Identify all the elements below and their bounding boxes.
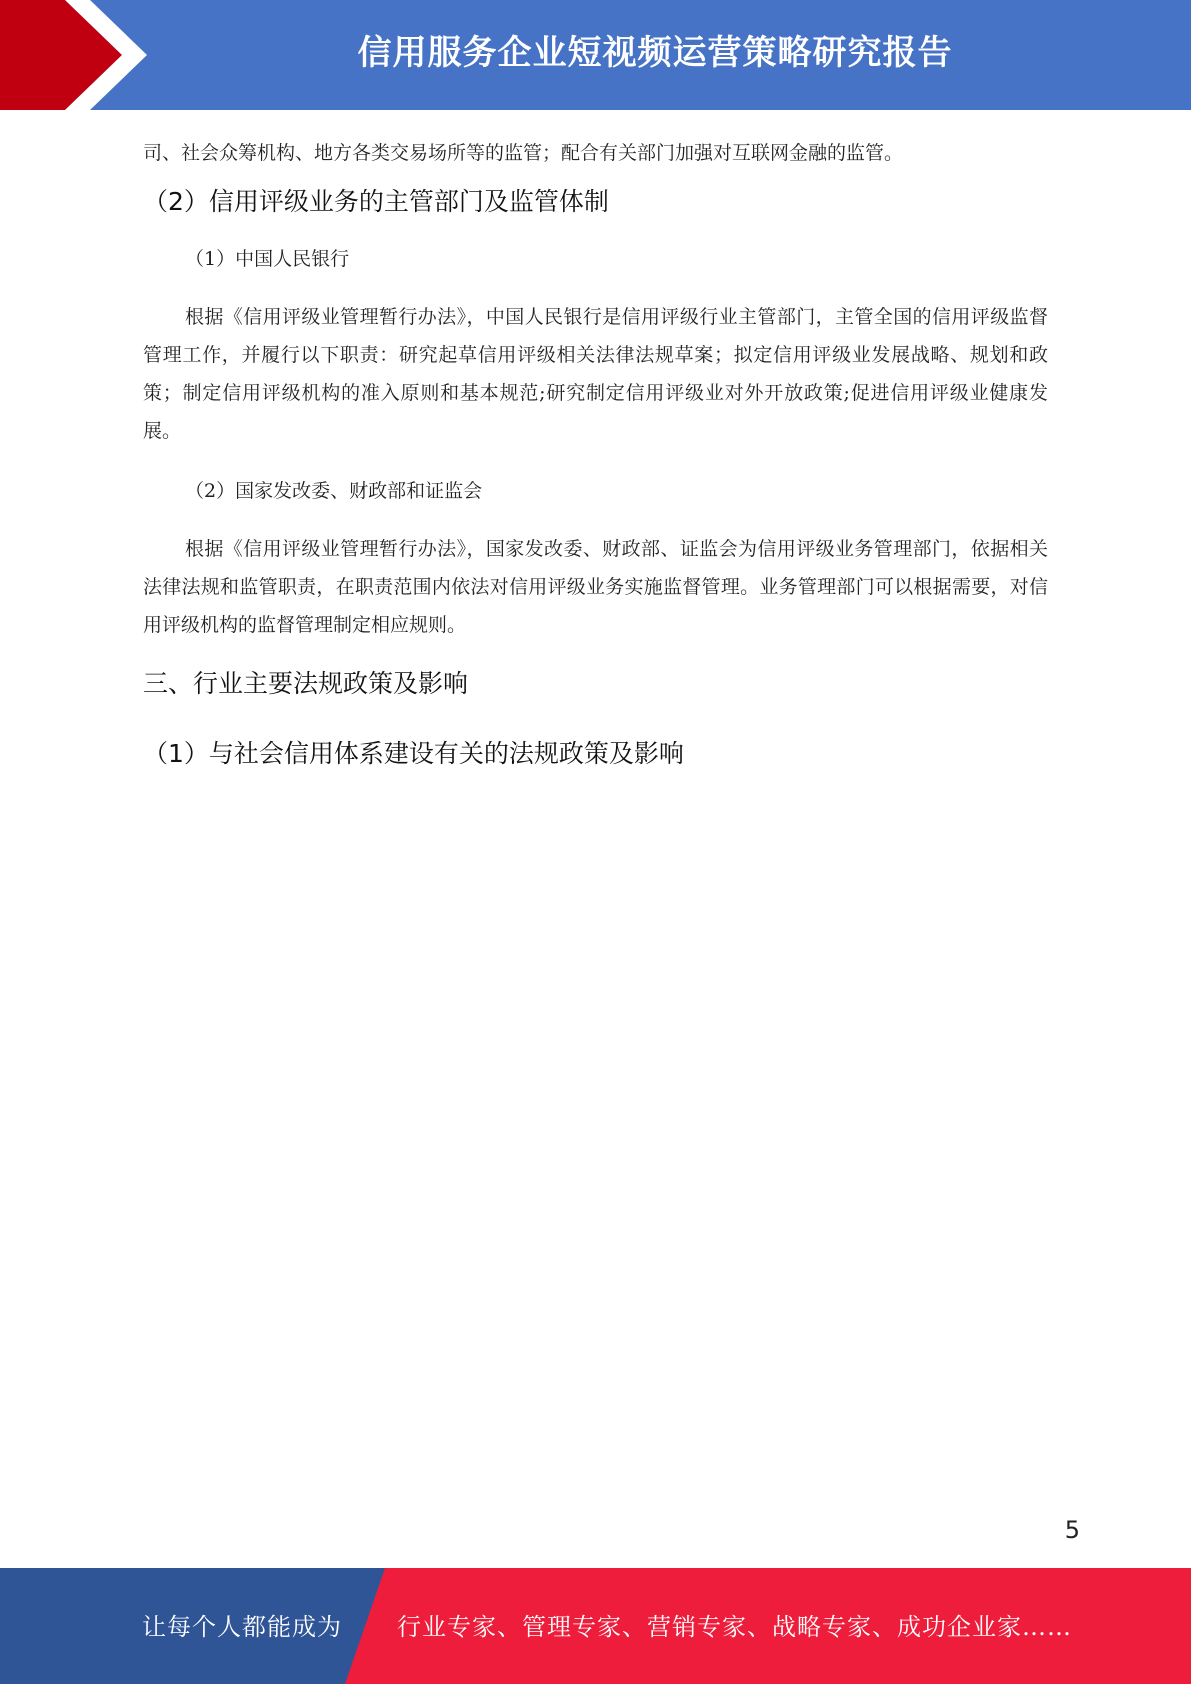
section-heading-regulators: （2）信用评级业务的主管部门及监管体制	[143, 187, 609, 216]
header-band	[0, 0, 1191, 110]
document-body	[143, 134, 1048, 774]
subsection-title-pboc: （1）中国人民银行	[185, 248, 350, 270]
footer-slogan-right: 行业专家、管理专家、营销专家、战略专家、成功企业家……	[397, 1613, 1072, 1641]
report-title: 信用服务企业短视频运营策略研究报告	[357, 33, 953, 73]
header-chevron-graphic	[0, 0, 150, 110]
footer-band	[0, 1568, 1191, 1684]
footer-slogan-left: 让每个人都能成为	[142, 1613, 342, 1641]
subsection-heading-social-credit: （1）与社会信用体系建设有关的法规政策及影响	[143, 739, 684, 768]
continuation-paragraph: 司、社会众筹机构、地方各类交易场所等的监管；配合有关部门加强对互联网金融的监管。	[143, 142, 904, 164]
paragraph-pboc: 根据《信用评级业管理暂行办法》，中国人民银行是信用评级行业主管部门，主管全国的信用评级监督管理工作，并履行以下职责：研究起草信用评级相关法律法规草案；拟定信用评级业发展战略、规划和政策；制定信用评级机构的准入原则和基本规范;研究制定信用评级业对外开放政策;促进信用评级业健康发展。	[143, 306, 1048, 442]
subsection-title-ndrc: （2）国家发改委、财政部和证监会	[185, 480, 483, 502]
page-number: 5	[1064, 1516, 1080, 1544]
paragraph-ndrc: 根据《信用评级业管理暂行办法》，国家发改委、财政部、证监会为信用评级业务管理部门，依据相关法律法规和监管职责，在职责范围内依法对信用评级业务实施监督管理。业务管理部门可以根据需要，对信用评级机构的监督管理制定相应规则。	[143, 538, 1048, 636]
section-heading-policies: 三、行业主要法规政策及影响	[143, 669, 469, 698]
